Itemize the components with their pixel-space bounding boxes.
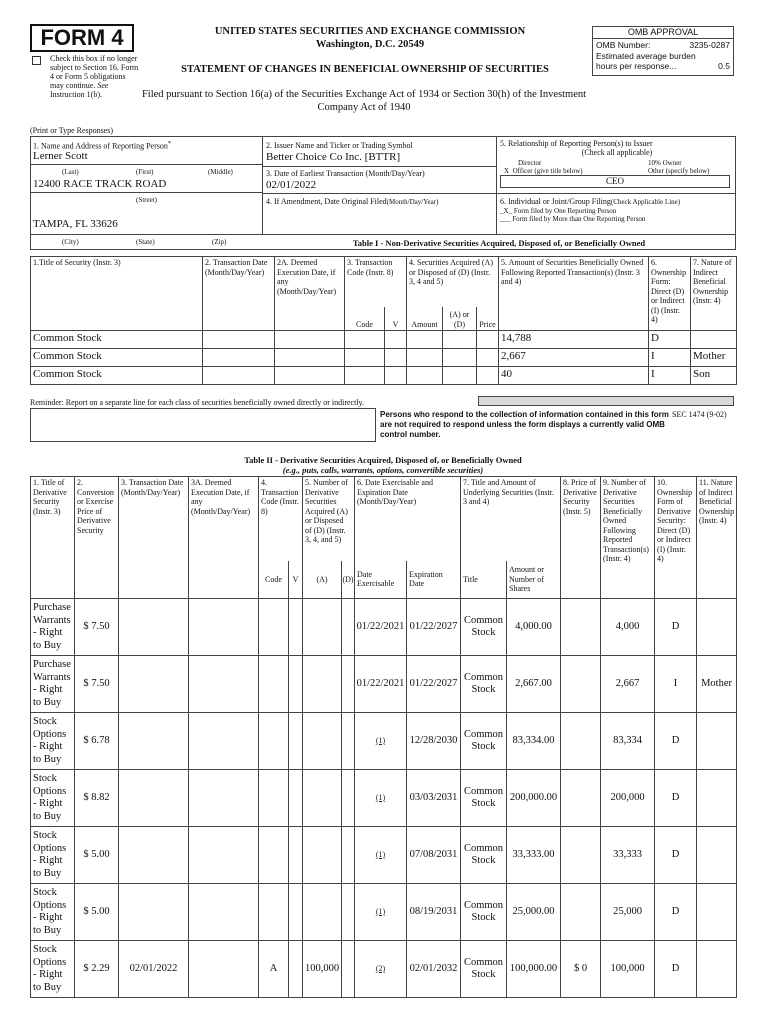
t1-nature	[691, 331, 737, 349]
t2-derivative-title: Stock Options - Right to Buy	[31, 884, 75, 941]
reminder-text: Reminder: Report on a separate line for each class of securities beneficially owned directly or indirectly.	[30, 398, 365, 407]
t1-owned-amount: 14,788	[499, 331, 649, 349]
t2-a: (A)	[303, 561, 342, 599]
table2-row	[31, 884, 737, 941]
footnote-link[interactable]: (1)	[375, 906, 386, 916]
t1-aord: (A) or (D)	[443, 307, 477, 331]
zip-label: (Zip)	[212, 238, 227, 246]
t2-date-exercisable	[355, 827, 407, 884]
t2-ownership-form: D	[655, 827, 697, 884]
t1-h1: 1.Title of Security (Instr. 3)	[31, 257, 203, 331]
t2-v-value	[289, 656, 303, 713]
t1-amount: Amount	[407, 307, 443, 331]
t2-disposed	[342, 941, 355, 998]
t2-acquired	[303, 770, 342, 827]
t2-v-value	[289, 770, 303, 827]
t2-underlying-amount: 100,000.00	[507, 941, 561, 998]
t2-owned-following: 25,000	[601, 884, 655, 941]
form-title: FORM 4	[40, 25, 124, 50]
t2-h6: 6. Date Exercisable and Expiration Date (Month/Day/Year)	[355, 477, 461, 561]
reporting-city-state: TAMPA, FL 33626	[33, 218, 118, 230]
t2-ownership-form: D	[655, 941, 697, 998]
t2-exp: Expiration Date	[407, 561, 461, 599]
t2-underlying-amount: 83,334.00	[507, 713, 561, 770]
t2-derivative-price: $ 0	[561, 941, 601, 998]
t2-d: (D)	[342, 561, 355, 599]
t2-exercise-price: $ 7.50	[75, 656, 119, 713]
earliest-date: 02/01/2022	[266, 179, 317, 191]
t2-derivative-price	[561, 770, 601, 827]
t2-nature	[697, 713, 737, 770]
t2-expiration: 01/22/2027	[407, 599, 461, 656]
agency-name: UNITED STATES SECURITIES AND EXCHANGE COMMISSION	[214, 26, 526, 37]
other-option[interactable]: Other (specify below)	[648, 167, 710, 175]
t2-exercise-price: $ 2.29	[75, 941, 119, 998]
t2-underlying-amount: 2,667.00	[507, 656, 561, 713]
form-title-box	[30, 24, 134, 52]
t2-exercise-price: $ 6.78	[75, 713, 119, 770]
t2-underlying-amount: 25,000.00	[507, 884, 561, 941]
t1-v: V	[385, 307, 407, 331]
table2-row	[31, 770, 737, 827]
t1-security-title: Common Stock	[31, 331, 203, 349]
t2-derivative-price	[561, 827, 601, 884]
t2-date-exercisable: 01/22/2021	[355, 656, 407, 713]
table2-row	[31, 656, 737, 713]
t2-transaction-date	[119, 599, 189, 656]
t2-derivative-price	[561, 599, 601, 656]
t2-nature	[697, 941, 737, 998]
t2-code-value	[259, 827, 289, 884]
divider	[262, 193, 736, 194]
t2-derivative-price	[561, 713, 601, 770]
t2-deemed-date	[189, 599, 259, 656]
omb-title: OMB APPROVAL	[593, 27, 733, 39]
t2-ownership-form: D	[655, 713, 697, 770]
footnote-link[interactable]: (1)	[375, 849, 386, 859]
t1-empty-cell	[443, 367, 477, 385]
t1-code: Code	[345, 307, 385, 331]
t2-date-exercisable	[355, 770, 407, 827]
t2-transaction-date: 02/01/2022	[119, 941, 189, 998]
street-label: (Street)	[136, 196, 157, 204]
agency-city: Washington, D.C. 20549	[315, 39, 425, 50]
t2-deemed-date	[189, 884, 259, 941]
t2-derivative-price	[561, 656, 601, 713]
earliest-date-label: 3. Date of Earliest Transaction (Month/Day/Year)	[266, 169, 425, 178]
t2-underlying-title: Common Stock	[461, 827, 507, 884]
table2-row	[31, 713, 737, 770]
t2-h9: 9. Number of Derivative Securities Beneficially Owned Following Reported Transaction(s) (Instr. 4)	[601, 477, 655, 599]
t2-h3a: 3A. Deemed Execution Date, if any (Month/Day/Year)	[189, 477, 259, 599]
footnote-link[interactable]: (2)	[375, 963, 386, 973]
t2-expiration: 01/22/2027	[407, 656, 461, 713]
t2-acquired: 100,000	[303, 941, 342, 998]
t2-h3: 3. Transaction Date (Month/Day/Year)	[119, 477, 189, 599]
t1-h7: 7. Nature of Indirect Beneficial Ownership (Instr. 4)	[691, 257, 737, 331]
t2-nature: Mother	[697, 656, 737, 713]
t1-empty-cell	[385, 331, 407, 349]
t2-acquired	[303, 827, 342, 884]
t2-underlying-title: Common Stock	[461, 599, 507, 656]
t1-empty-cell	[407, 331, 443, 349]
t2-underlying-amount: 200,000.00	[507, 770, 561, 827]
t2-nature	[697, 827, 737, 884]
statement-title: STATEMENT OF CHANGES IN BENEFICIAL OWNERSHIP OF SECURITIES	[181, 64, 549, 75]
table2-row	[31, 827, 737, 884]
t2-owned-following: 2,667	[601, 656, 655, 713]
officer-title: CEO	[500, 175, 730, 188]
t2-deemed-date	[189, 941, 259, 998]
t2-acquired	[303, 884, 342, 941]
table1-row	[31, 331, 737, 349]
t1-empty-cell	[407, 367, 443, 385]
t2-acquired	[303, 599, 342, 656]
footnote-link[interactable]: (1)	[375, 792, 386, 802]
t2-underlying-title: Common Stock	[461, 941, 507, 998]
t2-h8: 8. Price of Derivative Security (Instr. 5)	[561, 477, 601, 599]
t2-code-value	[259, 770, 289, 827]
filing-label: 6. Individual or Joint/Group Filing(Check Applicable Line)	[500, 197, 681, 206]
t1-empty-cell	[275, 331, 345, 349]
table2-title: Table II - Derivative Securities Acquired, Disposed of, or Beneficially Owned	[244, 455, 522, 465]
owner-option[interactable]: 10% Owner	[648, 159, 682, 167]
t2-owned-following: 4,000	[601, 599, 655, 656]
t1-h2a: 2A. Deemed Execution Date, if any (Month/Day/Year)	[275, 257, 345, 331]
t2-derivative-title: Stock Options - Right to Buy	[31, 827, 75, 884]
t2-transaction-date	[119, 827, 189, 884]
t2-exercise-price: $ 5.00	[75, 827, 119, 884]
t1-h2: 2. Transaction Date (Month/Day/Year)	[203, 257, 275, 331]
issuer-label: 2. Issuer Name and Ticker or Trading Symbol	[266, 141, 413, 150]
t2-transaction-date	[119, 770, 189, 827]
t2-nature	[697, 599, 737, 656]
omb-hours-row: hours per response... 0.5	[596, 61, 730, 71]
t2-h5: 5. Number of Derivative Securities Acquired (A) or Disposed of (D) (Instr. 3, 4, and 5)	[303, 477, 355, 561]
t1-nature: Mother	[691, 349, 737, 367]
table2	[30, 476, 737, 998]
t1-nature: Son	[691, 367, 737, 385]
t2-derivative-title: Purchase Warrants - Right to Buy	[31, 656, 75, 713]
divider	[30, 164, 262, 165]
print-note: (Print or Type Responses)	[30, 126, 114, 135]
reporting-person-name: Lerner Scott	[33, 150, 88, 162]
omb-number-row: OMB Number: 3235-0287	[596, 40, 730, 50]
t2-acquired	[303, 656, 342, 713]
table1	[30, 256, 737, 385]
table2-subtitle: (e.g., puts, calls, warrants, options, convertible securities)	[282, 465, 484, 475]
t2-transaction-date	[119, 656, 189, 713]
first-label: (First)	[136, 168, 154, 176]
t2-disposed	[342, 599, 355, 656]
sec-number: SEC 1474 (9-02)	[672, 410, 727, 419]
relationship-sub: (Check all applicable)	[581, 148, 653, 157]
t2-acquired	[303, 713, 342, 770]
t1-empty-cell	[477, 367, 499, 385]
t1-ownership-form: D	[649, 331, 691, 349]
divider	[262, 136, 263, 234]
relationship-label: 5. Relationship of Reporting Person(s) to Issuer	[500, 139, 653, 148]
t2-expiration: 12/28/2030	[407, 713, 461, 770]
agency-header	[160, 26, 580, 50]
no-longer-subject-checkbox[interactable]	[32, 56, 41, 65]
amendment-label: 4. If Amendment, Date Original Filed(Month/Day/Year)	[266, 197, 439, 206]
reminder-bar	[478, 396, 734, 406]
t2-derivative-title: Stock Options - Right to Buy	[31, 770, 75, 827]
t2-deemed-date	[189, 656, 259, 713]
t2-date-exercisable	[355, 941, 407, 998]
t2-owned-following: 83,334	[601, 713, 655, 770]
t1-h3: 3. Transaction Code (Instr. 8)	[345, 257, 407, 307]
t2-code-value	[259, 713, 289, 770]
t2-exercise-price: $ 7.50	[75, 599, 119, 656]
t2-underlying-title: Common Stock	[461, 713, 507, 770]
t1-empty-cell	[275, 349, 345, 367]
divider	[30, 234, 262, 235]
t2-code-value: A	[259, 941, 289, 998]
t1-empty-cell	[443, 331, 477, 349]
t2-amount: Amount or Number of Shares	[507, 561, 561, 599]
t1-price: Price	[477, 307, 499, 331]
t1-ownership-form: I	[649, 367, 691, 385]
t2-v-value	[289, 713, 303, 770]
t1-empty-cell	[477, 349, 499, 367]
table1-row	[31, 349, 737, 367]
t2-title: Title	[461, 561, 507, 599]
t2-derivative-title: Stock Options - Right to Buy	[31, 713, 75, 770]
divider	[262, 166, 496, 167]
t2-ownership-form: D	[655, 884, 697, 941]
t2-owned-following: 200,000	[601, 770, 655, 827]
t2-deemed-date	[189, 713, 259, 770]
t2-underlying-amount: 4,000.00	[507, 599, 561, 656]
t2-deemed-date	[189, 770, 259, 827]
table2-row	[31, 599, 737, 656]
divider	[262, 234, 736, 235]
t2-h11: 11. Nature of Indirect Beneficial Ownership (Instr. 4)	[697, 477, 737, 599]
t2-nature	[697, 770, 737, 827]
t1-empty-cell	[345, 349, 385, 367]
t1-empty-cell	[407, 349, 443, 367]
issuer-name: Better Choice Co Inc. [BTTR]	[266, 151, 401, 163]
t1-owned-amount: 40	[499, 367, 649, 385]
t2-expiration: 03/03/2031	[407, 770, 461, 827]
state-label: (State)	[136, 238, 155, 246]
divider	[30, 192, 262, 193]
table2-header-row	[31, 477, 737, 561]
t2-h1: 1. Title of Derivative Security (Instr. 3)	[31, 477, 75, 599]
t1-ownership-form: I	[649, 349, 691, 367]
t2-v: V	[289, 561, 303, 599]
table1-header-row	[31, 257, 737, 307]
t2-code: Code	[259, 561, 289, 599]
t2-disposed	[342, 770, 355, 827]
t2-derivative-price	[561, 884, 601, 941]
t2-owned-following: 33,333	[601, 827, 655, 884]
t1-empty-cell	[443, 349, 477, 367]
filing-more-persons[interactable]: ___ Form filed by More than One Reporting Person	[500, 215, 646, 223]
t2-disposed	[342, 884, 355, 941]
t2-transaction-date	[119, 713, 189, 770]
t2-h7: 7. Title and Amount of Underlying Securities (Instr. 3 and 4)	[461, 477, 561, 561]
t2-deemed-date	[189, 827, 259, 884]
t1-empty-cell	[385, 349, 407, 367]
t2-underlying-title: Common Stock	[461, 656, 507, 713]
t2-date-exercisable	[355, 713, 407, 770]
t2-disposed	[342, 827, 355, 884]
t1-empty-cell	[385, 367, 407, 385]
director-option[interactable]: Director	[518, 159, 542, 167]
table2-row	[31, 941, 737, 998]
checkbox-text: Check this box if no longer subject to Section 16. Form 4 or Form 5 obligations may continue. See Instruction 1(b).	[50, 54, 139, 99]
t2-h10: 10. Ownership Form of Derivative Security: Direct (D) or Indirect (I) (Instr. 4)	[655, 477, 697, 599]
omb-approval-box	[592, 26, 734, 76]
officer-option[interactable]: X Officer (give title below)	[504, 167, 583, 175]
t2-v-value	[289, 941, 303, 998]
t2-underlying-title: Common Stock	[461, 770, 507, 827]
t1-empty-cell	[203, 367, 275, 385]
last-label: (Last)	[62, 168, 79, 176]
t2-underlying-title: Common Stock	[461, 884, 507, 941]
t2-owned-following: 100,000	[601, 941, 655, 998]
t2-nature	[697, 884, 737, 941]
t2-ownership-form: D	[655, 770, 697, 827]
t2-expiration: 02/01/2032	[407, 941, 461, 998]
t1-owned-amount: 2,667	[499, 349, 649, 367]
t2-date-ex: Date Exercisable	[355, 561, 407, 599]
divider	[496, 136, 497, 234]
table1-title: Table I - Non-Derivative Securities Acquired, Disposed of, or Beneficially Owned	[352, 238, 646, 248]
t2-disposed	[342, 656, 355, 713]
t2-disposed	[342, 713, 355, 770]
t1-h4: 4. Securities Acquired (A) or Disposed of (D) (Instr. 3, 4 and 5)	[407, 257, 499, 307]
t2-h2: 2. Conversion or Exercise Price of Derivative Security	[75, 477, 119, 599]
filing-one-person[interactable]: _X_ Form filed by One Reporting Person	[500, 207, 617, 215]
persons-respond: Persons who respond to the collection of information contained in this form are not required to respond unless the form displays a currently valid OMB control number.	[380, 410, 669, 439]
t2-expiration: 08/19/2031	[407, 884, 461, 941]
t1-h6: 6. Ownership Form: Direct (D) or Indirect (I) (Instr. 4)	[649, 257, 691, 331]
reminder-box	[30, 408, 376, 442]
t2-date-exercisable	[355, 884, 407, 941]
t2-v-value	[289, 827, 303, 884]
t2-code-value	[259, 884, 289, 941]
t2-underlying-amount: 33,333.00	[507, 827, 561, 884]
city-label: (City)	[62, 238, 79, 246]
t2-exercise-price: $ 8.82	[75, 770, 119, 827]
t1-security-title: Common Stock	[31, 349, 203, 367]
table1-row	[31, 367, 737, 385]
t2-derivative-title: Stock Options - Right to Buy	[31, 941, 75, 998]
omb-burden: Estimated average burden	[596, 51, 696, 61]
t2-ownership-form: I	[655, 656, 697, 713]
reporting-person-label: 1. Name and Address of Reporting Person*	[33, 140, 172, 151]
t1-empty-cell	[275, 367, 345, 385]
t1-security-title: Common Stock	[31, 367, 203, 385]
middle-label: (Middle)	[208, 168, 233, 176]
t2-v-value	[289, 884, 303, 941]
t2-ownership-form: D	[655, 599, 697, 656]
footnote-link[interactable]: (1)	[375, 735, 386, 745]
t2-exercise-price: $ 5.00	[75, 884, 119, 941]
t2-code-value	[259, 656, 289, 713]
t2-expiration: 07/08/2031	[407, 827, 461, 884]
t1-empty-cell	[203, 349, 275, 367]
t1-empty-cell	[345, 331, 385, 349]
t2-transaction-date	[119, 884, 189, 941]
t1-empty-cell	[203, 331, 275, 349]
t2-h4: 4. Transaction Code (Instr. 8)	[259, 477, 303, 561]
t2-v-value	[289, 599, 303, 656]
t2-derivative-title: Purchase Warrants - Right to Buy	[31, 599, 75, 656]
t1-empty-cell	[477, 331, 499, 349]
filed-pursuant: Filed pursuant to Section 16(a) of the Securities Exchange Act of 1934 or Section 30(h) of the Investment Company Act of 1940	[141, 89, 587, 113]
reporting-address: 12400 RACE TRACK ROAD	[33, 178, 167, 190]
t1-empty-cell	[345, 367, 385, 385]
t2-date-exercisable: 01/22/2021	[355, 599, 407, 656]
t2-code-value	[259, 599, 289, 656]
t1-h5: 5. Amount of Securities Beneficially Owned Following Reported Transaction(s) (Instr. 3 and 4)	[499, 257, 649, 331]
